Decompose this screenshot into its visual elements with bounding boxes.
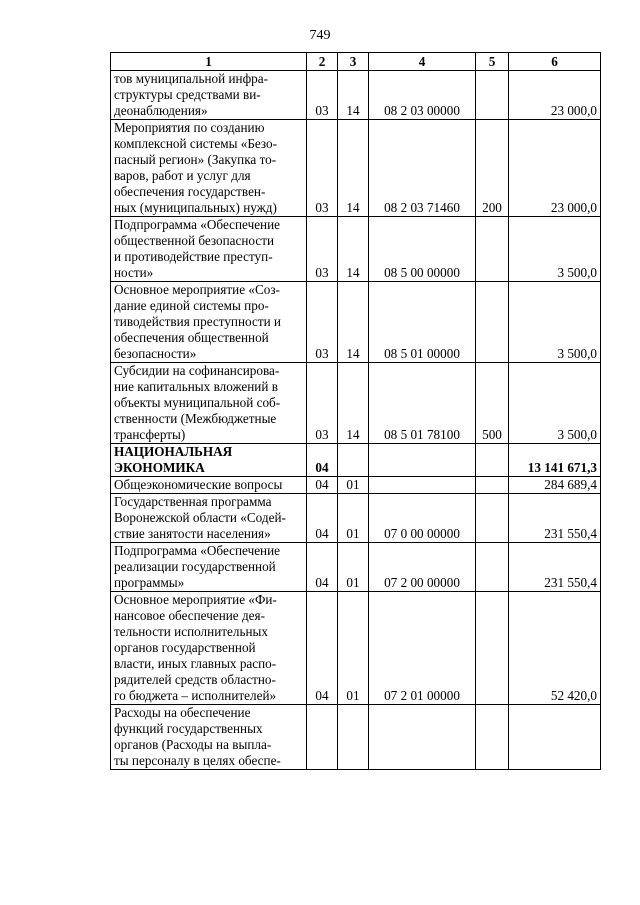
- row-subsection: [338, 363, 369, 444]
- row-target-article: [369, 705, 476, 770]
- row-section: [307, 363, 338, 444]
- table-row: [111, 543, 601, 592]
- row-sum: [509, 477, 601, 494]
- row-name: [111, 217, 307, 282]
- row-target-article: [369, 444, 476, 477]
- row-section: [307, 282, 338, 363]
- row-sum-text: 284 689,4: [544, 477, 597, 492]
- budget-table: [110, 52, 601, 770]
- row-section-text: 03: [315, 427, 329, 442]
- table-row: [111, 71, 601, 120]
- row-expense-type: [476, 282, 509, 363]
- row-subsection: [338, 444, 369, 477]
- row-subsection-text: 01: [346, 477, 360, 492]
- row-sum: [509, 217, 601, 282]
- row-section-text: 04: [315, 477, 329, 492]
- header-col-3: 3: [338, 53, 369, 71]
- header-col-5: 5: [476, 53, 509, 71]
- row-section-text: 04: [315, 575, 329, 590]
- row-target-article-text: 08 2 03 71460: [384, 200, 460, 215]
- row-subsection: [338, 71, 369, 120]
- row-name: [111, 120, 307, 217]
- row-subsection: [338, 217, 369, 282]
- row-section-text: 03: [315, 200, 329, 215]
- header-col-4: 4: [369, 53, 476, 71]
- row-sum: [509, 120, 601, 217]
- row-subsection: [338, 282, 369, 363]
- row-target-article: [369, 71, 476, 120]
- row-section: [307, 543, 338, 592]
- row-subsection: [338, 592, 369, 705]
- table-row: [111, 363, 601, 444]
- row-name: [111, 705, 307, 770]
- table-row: [111, 705, 601, 770]
- row-name-text: Основное мероприятие «Соз- дание единой системы про- тиводействия преступности и обеспечения общественной безопасности»: [114, 282, 281, 361]
- row-expense-type: [476, 543, 509, 592]
- row-section: [307, 592, 338, 705]
- table-header-row: [111, 53, 601, 71]
- row-sum: [509, 71, 601, 120]
- row-target-article: [369, 543, 476, 592]
- row-subsection-text: 14: [346, 200, 360, 215]
- table-row: [111, 217, 601, 282]
- row-target-article: [369, 217, 476, 282]
- row-sum: [509, 494, 601, 543]
- row-target-article-text: 08 5 00 00000: [384, 265, 460, 280]
- row-expense-type: [476, 477, 509, 494]
- table-row: [111, 282, 601, 363]
- row-expense-type: [476, 71, 509, 120]
- row-section: [307, 705, 338, 770]
- header-col-2: 2: [307, 53, 338, 71]
- row-subsection-text: 01: [346, 688, 360, 703]
- row-subsection-text: 14: [346, 103, 360, 118]
- row-subsection: [338, 477, 369, 494]
- table-row: [111, 592, 601, 705]
- row-target-article: [369, 120, 476, 217]
- header-col-1: 1: [111, 53, 307, 71]
- row-sum-text: 3 500,0: [557, 265, 597, 280]
- row-subsection: [338, 705, 369, 770]
- row-subsection-text: 01: [346, 575, 360, 590]
- row-target-article: [369, 494, 476, 543]
- table-row: [111, 494, 601, 543]
- row-subsection: [338, 494, 369, 543]
- row-expense-type: [476, 217, 509, 282]
- row-section: [307, 494, 338, 543]
- row-name-text: Расходы на обеспечение функций государственных органов (Расходы на выпла- ты персоналу в целях обеспе-: [114, 705, 281, 768]
- row-name: [111, 363, 307, 444]
- row-name-text: Общеэкономические вопросы: [114, 477, 283, 492]
- row-name: [111, 282, 307, 363]
- row-section-text: 03: [315, 265, 329, 280]
- row-expense-type: [476, 705, 509, 770]
- row-name-text: НАЦИОНАЛЬНАЯ ЭКОНОМИКА: [114, 444, 233, 475]
- row-section: [307, 477, 338, 494]
- row-target-article: [369, 282, 476, 363]
- row-sum-text: 3 500,0: [557, 346, 597, 361]
- row-sum: [509, 543, 601, 592]
- row-name: [111, 71, 307, 120]
- table-body: [111, 71, 601, 770]
- row-target-article-text: 08 5 01 00000: [384, 346, 460, 361]
- row-name: [111, 477, 307, 494]
- row-name-text: Основное мероприятие «Фи- нансовое обеспечение дея- тельности исполнительных органов государственной власти, иных главных распо- рядителей средств областно- го бюджета – исполнителей»: [114, 592, 277, 703]
- row-section-text: 03: [315, 346, 329, 361]
- row-target-article-text: 07 2 01 00000: [384, 688, 460, 703]
- row-expense-type-text: 200: [482, 200, 502, 215]
- row-target-article-text: 07 2 00 00000: [384, 575, 460, 590]
- row-target-article-text: 07 0 00 00000: [384, 526, 460, 541]
- row-target-article: [369, 592, 476, 705]
- row-section-text: 04: [315, 460, 329, 475]
- row-sum-text: 3 500,0: [557, 427, 597, 442]
- row-subsection-text: 01: [346, 526, 360, 541]
- row-subsection-text: 14: [346, 346, 360, 361]
- row-section-text: 04: [315, 688, 329, 703]
- row-sum: [509, 705, 601, 770]
- row-sum-text: 231 550,4: [544, 526, 597, 541]
- row-sum-text: 52 420,0: [550, 688, 597, 703]
- row-expense-type-text: 500: [482, 427, 502, 442]
- row-sum-text: 231 550,4: [544, 575, 597, 590]
- row-subsection: [338, 120, 369, 217]
- row-name: [111, 543, 307, 592]
- row-target-article: [369, 477, 476, 494]
- row-expense-type: [476, 444, 509, 477]
- table-row: [111, 444, 601, 477]
- row-name-text: Подпрограмма «Обеспечение общественной безопасности и противодействие преступ- ности»: [114, 217, 281, 280]
- row-name-text: Мероприятия по созданию комплексной системы «Безо- пасный регион» (Закупка то- варов, работ и услуг для обеспечения государствен- ных (муниципальных) нужд): [114, 120, 278, 215]
- row-sum: [509, 282, 601, 363]
- row-section: [307, 444, 338, 477]
- row-section: [307, 120, 338, 217]
- row-sum: [509, 363, 601, 444]
- row-sum-text: 23 000,0: [550, 200, 597, 215]
- row-subsection: [338, 543, 369, 592]
- row-section-text: 03: [315, 103, 329, 118]
- table-row: [111, 477, 601, 494]
- table-row: [111, 120, 601, 217]
- row-subsection-text: 14: [346, 265, 360, 280]
- row-sum: [509, 592, 601, 705]
- row-sum-text: 23 000,0: [550, 103, 597, 118]
- row-section: [307, 217, 338, 282]
- row-name-text: Субсидии на софинансирова- ние капитальных вложений в объекты муниципальной соб- ственности (Межбюджетные трансферты): [114, 363, 281, 442]
- header-col-6: 6: [509, 53, 601, 71]
- row-name: [111, 444, 307, 477]
- row-name-text: тов муниципальной инфра- структуры средствами ви- деонаблюдения»: [114, 71, 269, 118]
- row-target-article-text: 08 2 03 00000: [384, 103, 460, 118]
- row-section: [307, 71, 338, 120]
- row-expense-type: [476, 120, 509, 217]
- page-number: 749: [309, 28, 331, 43]
- row-target-article-text: 08 5 01 78100: [384, 427, 460, 442]
- row-expense-type: [476, 363, 509, 444]
- row-section-text: 04: [315, 526, 329, 541]
- row-name: [111, 494, 307, 543]
- row-expense-type: [476, 494, 509, 543]
- row-sum-text: 13 141 671,3: [527, 460, 597, 475]
- row-target-article: [369, 363, 476, 444]
- row-name-text: Подпрограмма «Обеспечение реализации государственной программы»: [114, 543, 281, 590]
- row-name: [111, 592, 307, 705]
- row-subsection-text: 14: [346, 427, 360, 442]
- row-expense-type: [476, 592, 509, 705]
- row-name-text: Государственная программа Воронежской области «Содей- ствие занятости населения»: [114, 494, 286, 541]
- row-sum: [509, 444, 601, 477]
